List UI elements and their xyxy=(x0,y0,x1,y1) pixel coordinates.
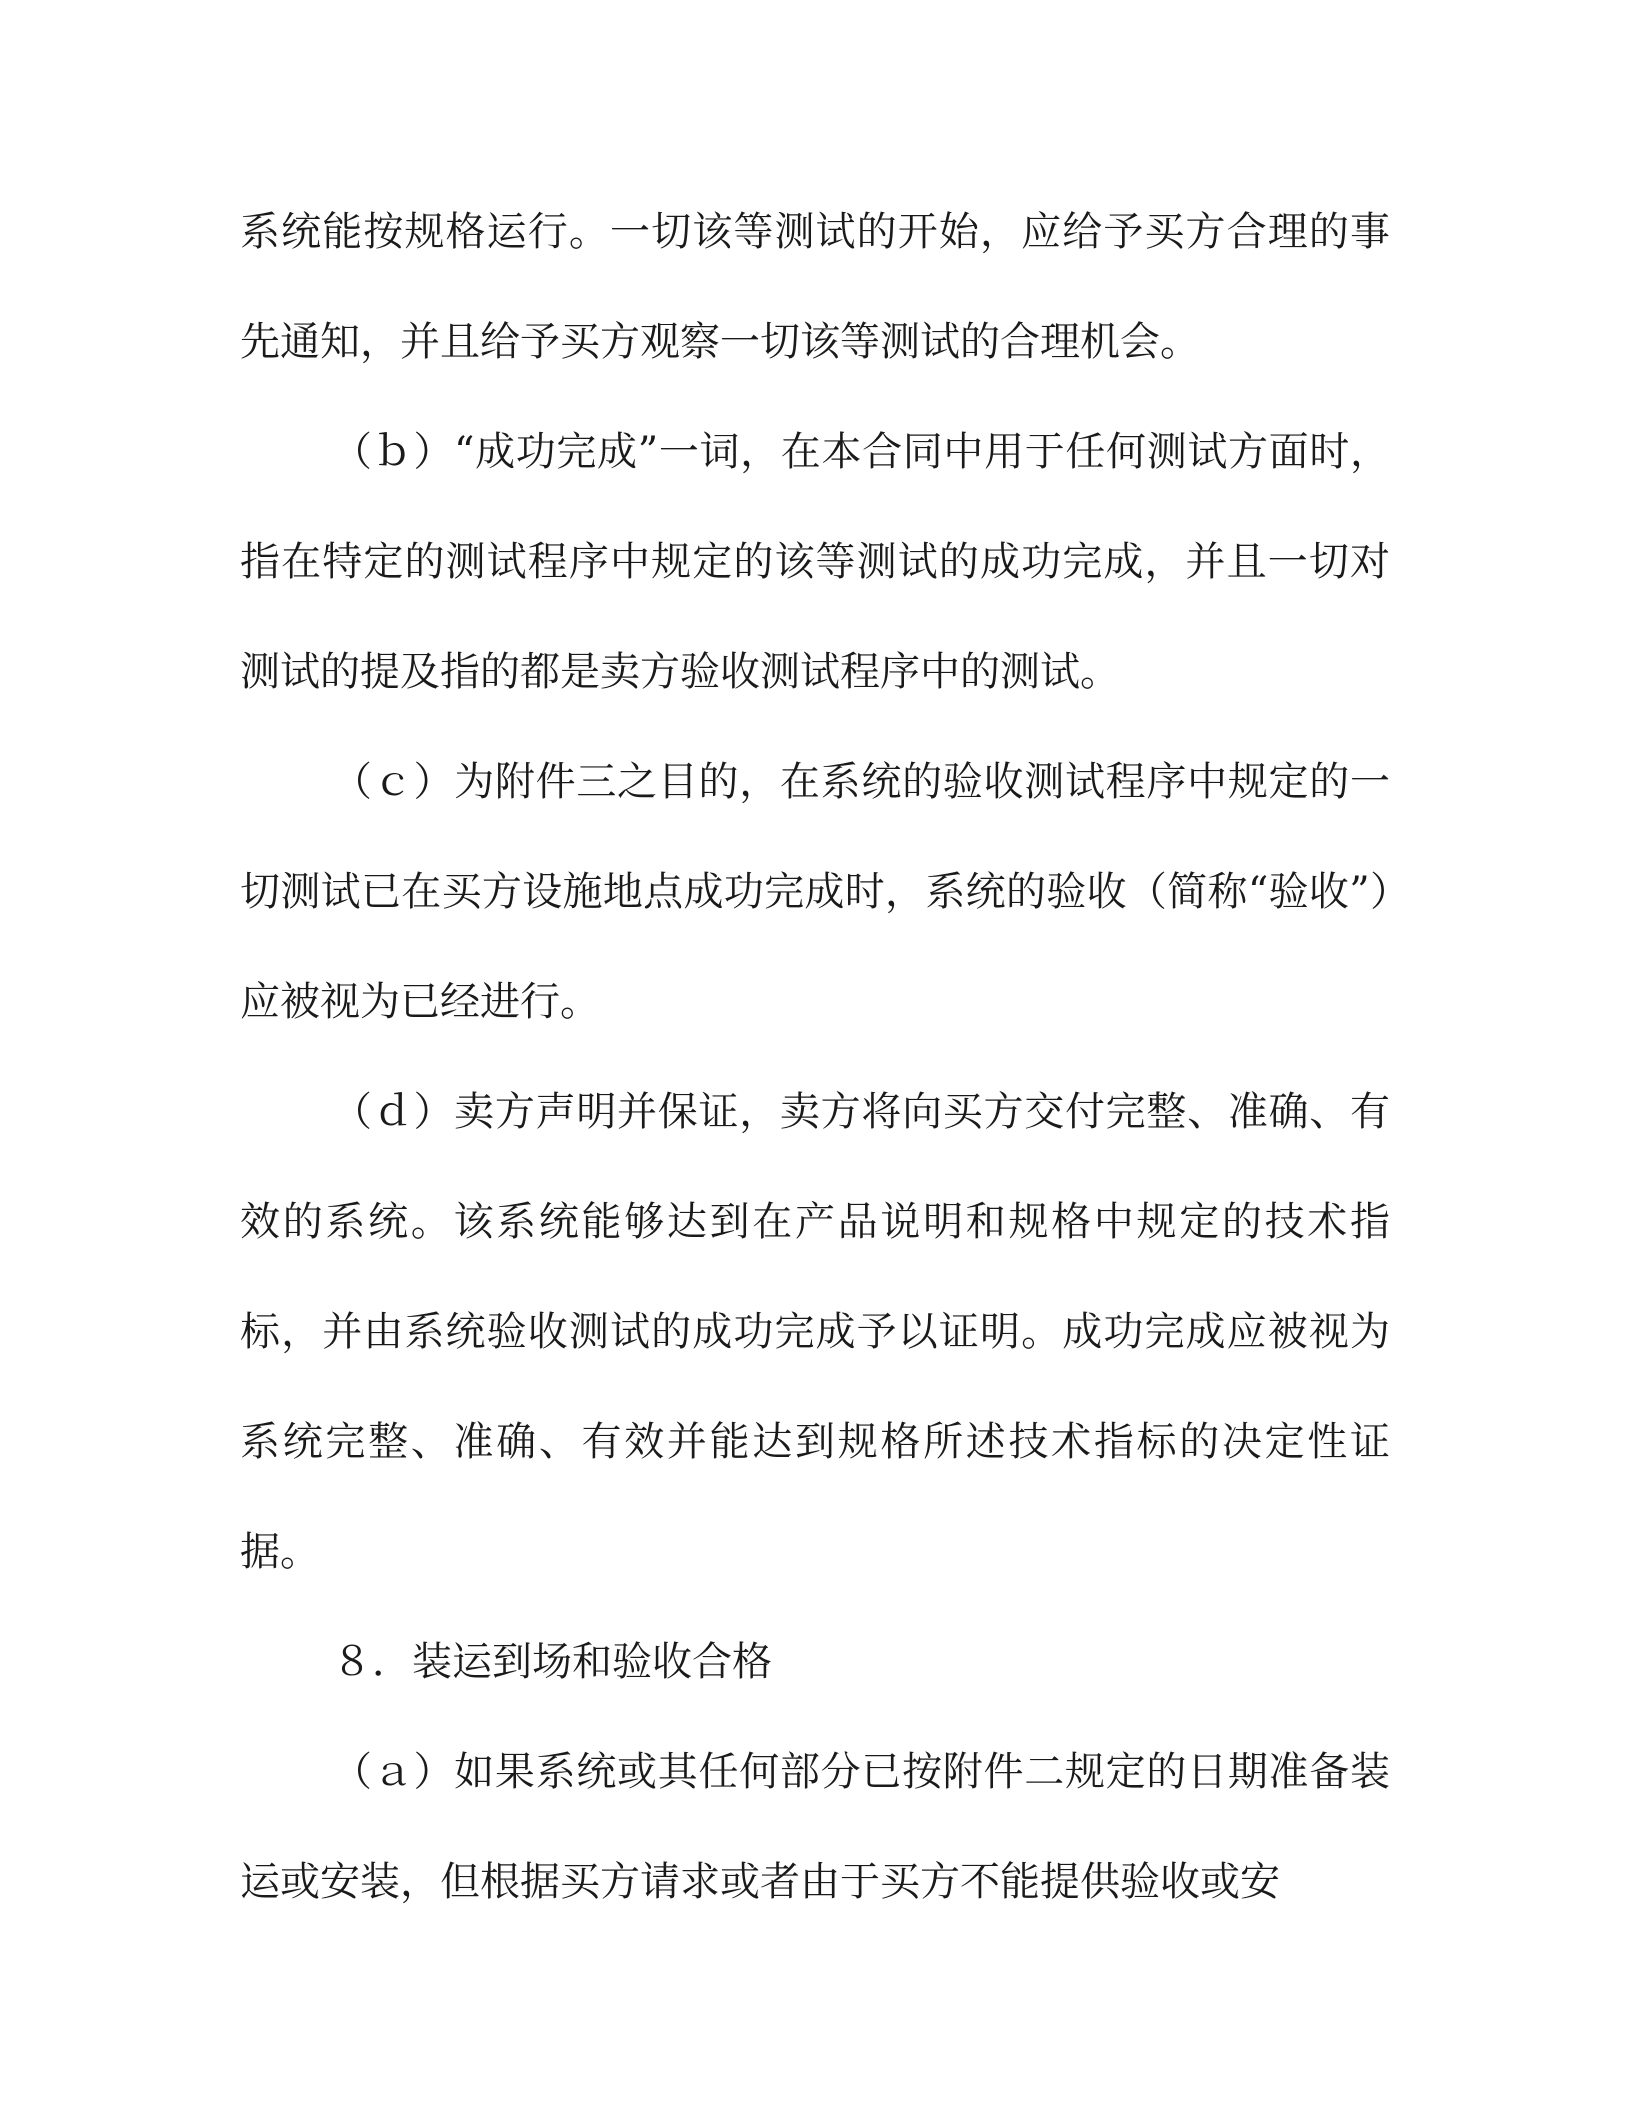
paragraph-c: （ｃ）为附件三之目的，在系统的验收测试程序中规定的一切测试已在买方设施地点成功完成时，系统的验收（简称“验收”）应被视为已经进行。 xyxy=(240,759,1390,1025)
body-text xyxy=(240,177,1390,1937)
paragraph-d: （ｄ）卖方声明并保证，卖方将向买方交付完整、准确、有效的系统。该系统能够达到在产品说明和规格中规定的技术指标，并由系统验收测试的成功完成予以证明。成功完成应被视为系统完整、准确、有效并能达到规格所述技术指标的决定性证据。 xyxy=(240,1089,1390,1575)
section-heading: ８．装运到场和验收合格 xyxy=(332,1639,772,1685)
paragraph-a: （ａ）如果系统或其任何部分已按附件二规定的日期准备装运或安装，但根据买方请求或者由于买方不能提供验收或安 xyxy=(240,1749,1390,1905)
paragraph-b: （ｂ）“成功完成”一词，在本合同中用于任何测试方面时，指在特定的测试程序中规定的该等测试的成功完成，并且一切对测试的提及指的都是卖方验收测试程序中的测试。 xyxy=(240,429,1390,695)
paragraph-continuation: 系统能按规格运行。一切该等测试的开始，应给予买方合理的事先通知，并且给予买方观察一切该等测试的合理机会。 xyxy=(240,209,1390,365)
